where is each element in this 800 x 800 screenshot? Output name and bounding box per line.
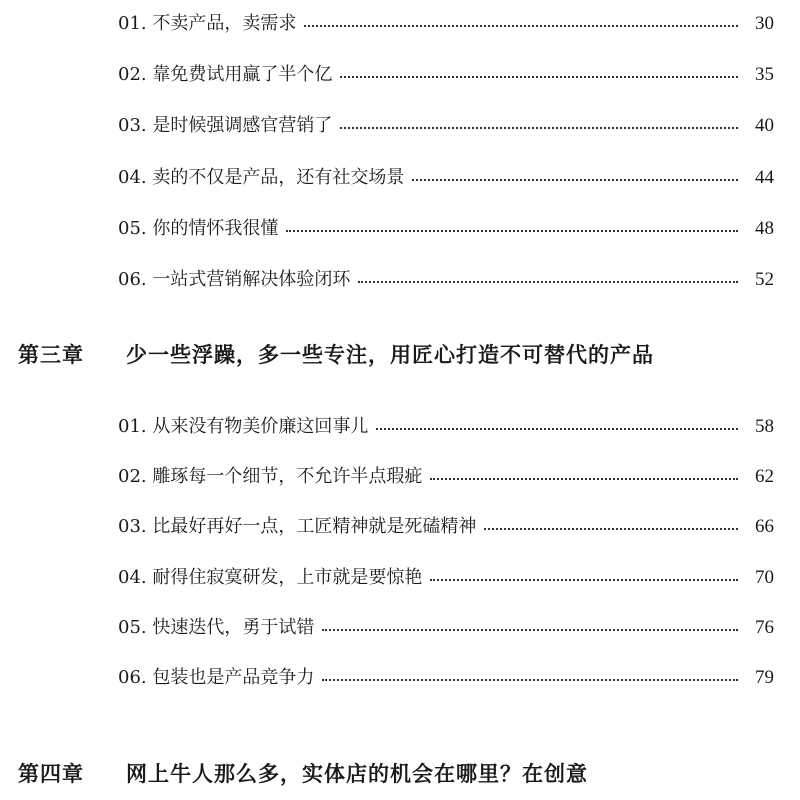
- toc-entry-title: 05. 你的情怀我很懂: [118, 218, 279, 239]
- toc-entry-page: 35: [755, 64, 774, 85]
- toc-entry: [118, 57, 774, 93]
- dot-leader: [484, 528, 738, 530]
- toc-entry-title: 04. 卖的不仅是产品，还有社交场景: [118, 167, 405, 188]
- chapter-title: 少一些浮躁，多一些专注，用匠心打造不可替代的产品: [126, 342, 654, 367]
- toc-entry-title: 03. 比最好再好一点，工匠精神就是死磕精神: [118, 516, 477, 537]
- dot-leader: [358, 281, 738, 283]
- toc-entry: [118, 610, 774, 646]
- toc-entry-title: 06. 包装也是产品竞争力: [118, 667, 315, 688]
- dot-leader: [376, 428, 738, 430]
- dot-leader: [286, 230, 738, 232]
- dot-leader: [412, 179, 738, 181]
- dot-leader: [340, 127, 738, 129]
- toc-entry-page: 30: [755, 13, 774, 34]
- dot-leader: [322, 629, 738, 631]
- dot-leader: [304, 25, 738, 27]
- toc-entry-title: 02. 靠免费试用赢了半个亿: [118, 64, 333, 85]
- toc-entry-title: 01. 从来没有物美价廉这回事儿: [118, 416, 369, 437]
- toc-entry-page: 76: [755, 617, 774, 638]
- toc-entry-title: 03. 是时候强调感官营销了: [118, 115, 333, 136]
- chapter-title: 网上牛人那么多，实体店的机会在哪里？在创意: [126, 761, 588, 786]
- toc-entry-page: 62: [755, 466, 774, 487]
- toc-entry-page: 44: [755, 167, 774, 188]
- toc-entry: [118, 160, 774, 196]
- toc-entry: [118, 262, 774, 298]
- dot-leader: [322, 679, 738, 681]
- dot-leader: [430, 478, 738, 480]
- dot-leader: [340, 76, 738, 78]
- toc-entry-page: 70: [755, 567, 774, 588]
- toc-entry-title: 05. 快速迭代，勇于试错: [118, 617, 315, 638]
- toc-entry-title: 02. 雕琢每一个细节，不允许半点瑕疵: [118, 466, 423, 487]
- toc-entry-page: 40: [755, 115, 774, 136]
- toc-entry-title: 06. 一站式营销解决体验闭环: [118, 269, 351, 290]
- toc-entry: [118, 6, 774, 42]
- chapter-heading: [18, 334, 778, 374]
- toc-entry: [118, 509, 774, 545]
- toc-entry: [118, 560, 774, 596]
- toc-entry: [118, 459, 774, 495]
- toc-entry-page: 52: [755, 269, 774, 290]
- toc-entry: [118, 660, 774, 696]
- toc-entry-page: 79: [755, 667, 774, 688]
- toc-entry-title: 01. 不卖产品，卖需求: [118, 13, 297, 34]
- chapter-heading: [18, 753, 778, 793]
- dot-leader: [430, 579, 738, 581]
- toc-entry-title: 04. 耐得住寂寞研发，上市就是要惊艳: [118, 567, 423, 588]
- toc-entry: [118, 108, 774, 144]
- toc-entry: [118, 211, 774, 247]
- toc-entry-page: 58: [755, 416, 774, 437]
- toc-entry-page: 48: [755, 218, 774, 239]
- toc-entry-page: 66: [755, 516, 774, 537]
- chapter-label: 第三章: [18, 342, 84, 367]
- chapter-label: 第四章: [18, 761, 84, 786]
- toc-entry: [118, 409, 774, 445]
